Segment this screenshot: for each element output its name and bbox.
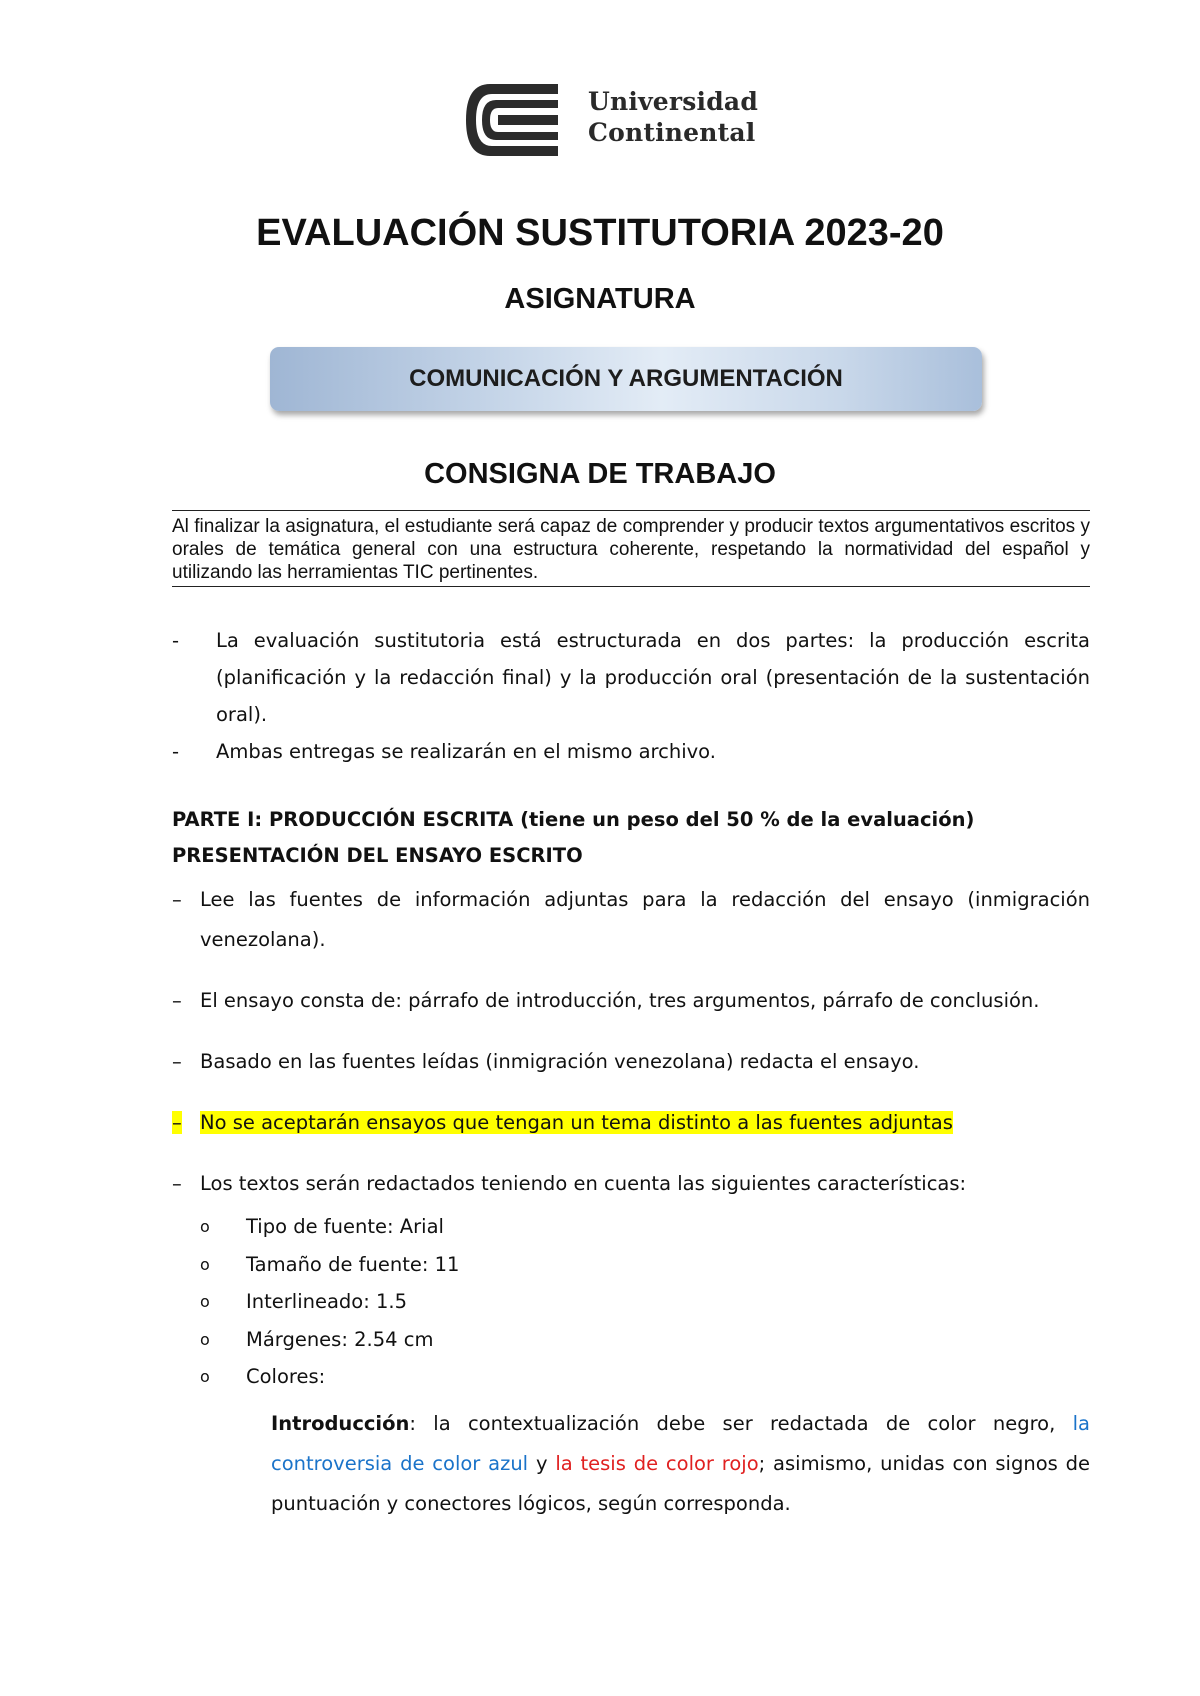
tesis-text: la tesis de color rojo — [555, 1452, 759, 1475]
circle-bullet-icon: o — [200, 1217, 210, 1236]
list-item — [172, 981, 1090, 1021]
list-item-text: Lee las fuentes de información adjuntas para la redacción del ensayo (inmigración venezolana). — [200, 888, 1090, 951]
list-item — [200, 1321, 459, 1359]
list-item-text: Tipo de fuente: Arial — [246, 1215, 444, 1238]
list-item — [172, 733, 1090, 770]
dash-marker: – — [172, 1111, 182, 1134]
logo-text — [588, 86, 758, 148]
list-item-text: Ambas entregas se realizarán en el mismo archivo. — [216, 740, 716, 763]
asignatura-label: ASIGNATURA — [504, 283, 696, 315]
list-item-text: Los textos serán redactados teniendo en cuenta las siguientes características: — [200, 1172, 967, 1195]
circle-bullet-icon: o — [200, 1329, 210, 1349]
list-item — [200, 1283, 459, 1321]
introduccion-text-2: y — [528, 1452, 556, 1475]
list-item — [172, 622, 1090, 733]
consigna-heading: CONSIGNA DE TRABAJO — [424, 458, 776, 490]
list-item-text: La evaluación sustitutoria está estructurada en dos partes: la producción escrita (planificación y la redacción final) y la producción oral (presentación de la sustentación oral). — [216, 629, 1090, 726]
controversia-text: la controversia de color azul — [271, 1412, 1090, 1475]
list-item — [200, 1208, 459, 1246]
dash-marker: – — [172, 1050, 182, 1073]
list-item — [172, 1042, 1090, 1082]
parte-1-heading-block — [172, 802, 1090, 874]
logo-line-1: Universidad — [588, 87, 759, 116]
page-title: EVALUACIÓN SUSTITUTORIA 2023-20 — [256, 212, 944, 254]
parte-1-subheading: PRESENTACIÓN DEL ENSAYO ESCRITO — [172, 844, 583, 867]
university-logo — [462, 80, 759, 160]
list-item-highlighted — [172, 1103, 1090, 1143]
dash-marker: - — [172, 629, 180, 652]
introduccion-paragraph — [271, 1404, 1090, 1524]
competence-box: Al finalizar la asignatura, el estudiante será capaz de comprender y producir textos argumentativos escritos y orales de temática general con una estructura coherente, respetando la normatividad del español y utilizando las herramientas TIC pertinentes. — [172, 510, 1090, 587]
circle-bullet-icon: o — [200, 1292, 210, 1311]
instructions-list — [172, 880, 1090, 1204]
list-item-text: Interlineado: 1.5 — [246, 1290, 407, 1313]
list-item-text: El ensayo consta de: párrafo de introducción, tres argumentos, párrafo de conclusión. — [200, 989, 1040, 1012]
list-item — [200, 1246, 459, 1284]
list-item-text: Tamaño de fuente: 11 — [246, 1252, 460, 1276]
introduccion-text-1: : la contextualización debe ser redactada de color negro, — [409, 1412, 1073, 1435]
list-item-text: Márgenes: 2.54 cm — [246, 1327, 434, 1351]
parte-1-heading: PARTE I: PRODUCCIÓN ESCRITA (tiene un peso del 50 % de la evaluación) — [172, 808, 975, 831]
logo-line-2: Continental — [588, 118, 756, 147]
subject-name: COMUNICACIÓN Y ARGUMENTACIÓN — [409, 365, 843, 392]
subject-banner — [270, 347, 982, 411]
intro-list — [172, 622, 1090, 770]
list-item-text: Colores: — [246, 1365, 326, 1388]
introduccion-text-3: ; asimismo, unidas con signos de puntuación y conectores lógicos, según corresponda. — [271, 1452, 1090, 1515]
list-item — [200, 1358, 459, 1396]
list-item — [172, 1164, 1090, 1204]
dash-marker: – — [172, 1172, 182, 1195]
dash-marker: – — [172, 888, 182, 911]
list-item-text: Basado en las fuentes leídas (inmigración venezolana) redacta el ensayo. — [200, 1050, 920, 1073]
list-item — [172, 880, 1090, 960]
dash-marker: - — [172, 740, 180, 763]
university-logo-icon — [462, 80, 572, 160]
dash-marker: – — [172, 989, 182, 1012]
highlighted-warning-text: No se aceptarán ensayos que tengan un tema distinto a las fuentes adjuntas — [200, 1111, 953, 1134]
circle-bullet-icon: o — [200, 1254, 210, 1274]
characteristics-list — [200, 1208, 459, 1396]
introduccion-label: Introducción — [271, 1412, 410, 1435]
circle-bullet-icon: o — [200, 1367, 210, 1386]
